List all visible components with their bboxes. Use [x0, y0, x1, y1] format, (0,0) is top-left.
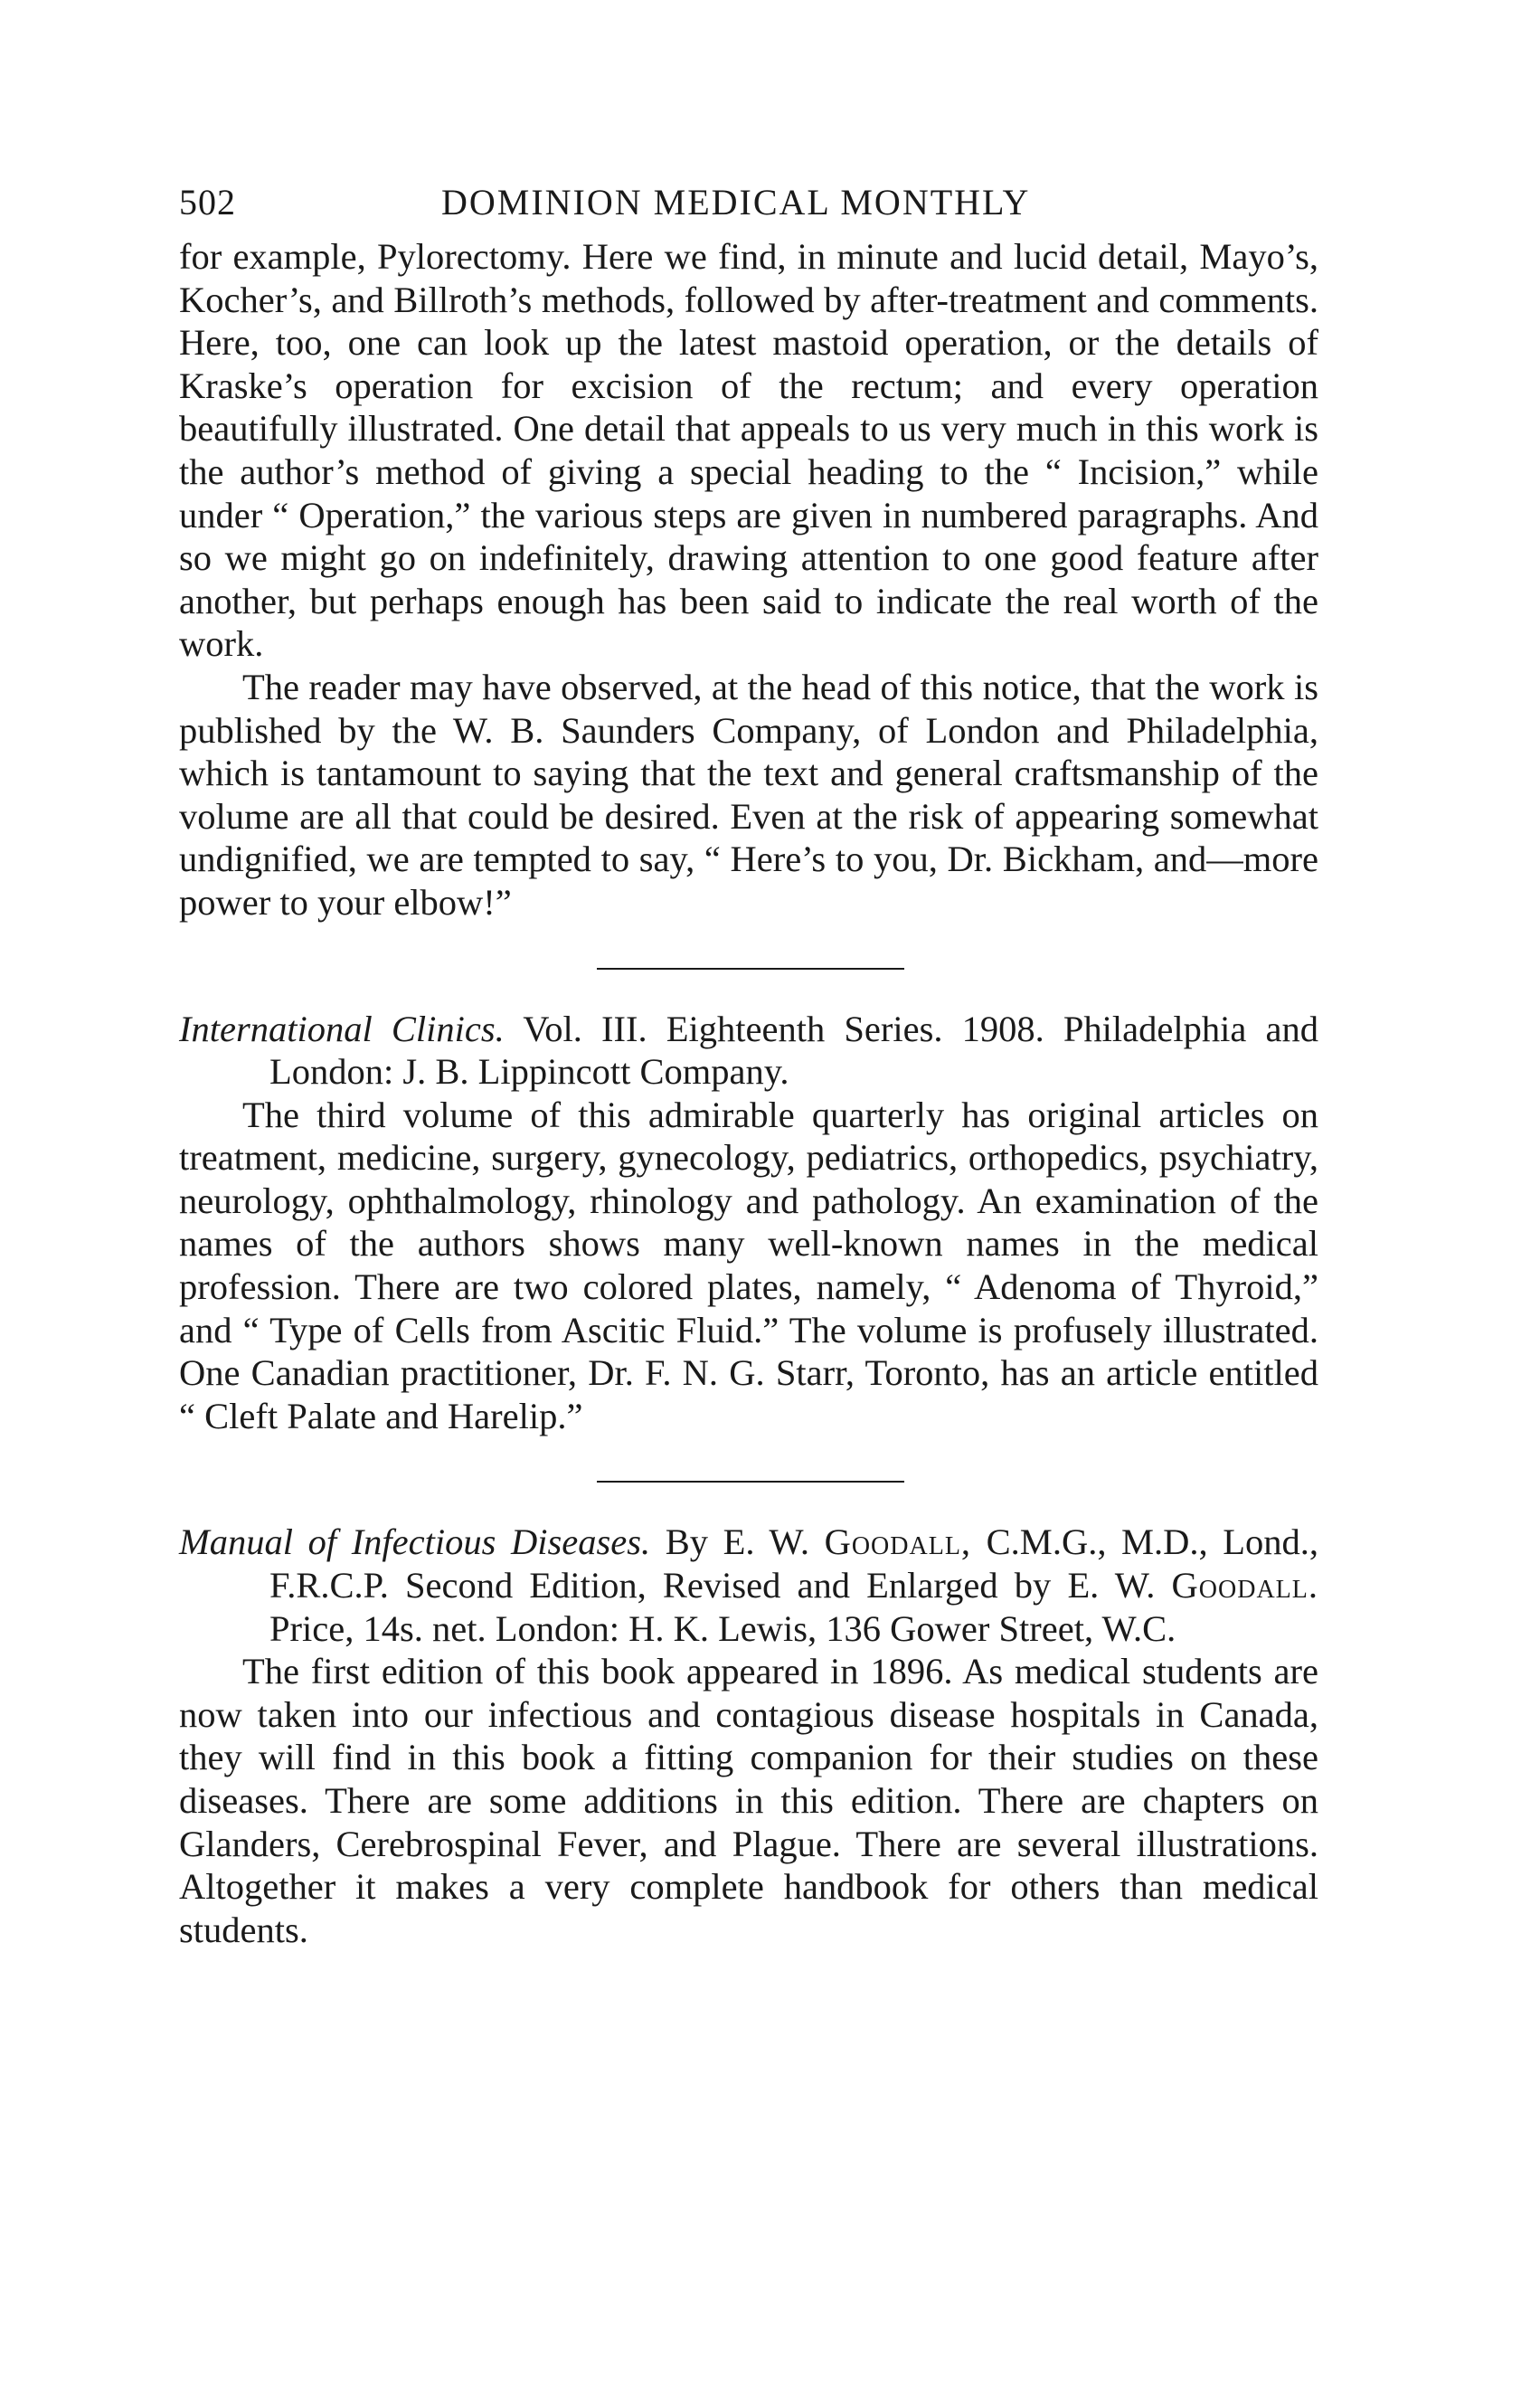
review-body: The first edition of this book appeared in 1896. As medical students are now taken into our infectious and contagious disease hospitals in Canada, they will find in this book a fitting companion for their studies on these diseases. There are some additions in this edition. There are chapters on Glanders, Cerebrospinal Fever, and Plague. There are several illustrations. Altogether it makes a very complete handbook for others than medical students. [179, 1651, 1318, 1950]
continued-paragraph-2: The reader may have observed, at the head of this notice, that the work is published by the W. B. Saunders Company, of London and Philadelphia, which is tantamount to saying that the text and general craftsmanship of the volume are all that could be desired. Even at the risk of appearing somewhat undignified, we are tempted to say, “ Here’s to you, Dr. Bickham, and—more power to your elbow!” [179, 666, 1318, 923]
author-credentials: C.M.G., M.D., Lond., F.R.C.P. Second Edition, Revised and Enlarged by E. W. [269, 1521, 1319, 1606]
journal-title: DOMINION MEDICAL MONTHLY [441, 182, 1031, 223]
review-body: The third volume of this admirable quarterly has original articles on treatment, medicine, surgery, gynecology, pediatrics, orthopedics, psychiatry, neurology, ophthalmology, rhinology and pathology. An examination of the names of the authors shows many well-known names in the medical profession. There are two colored plates, namely, “ Adenoma of Thyroid,” and “ Type of Cells from Ascitic Fluid.” The volume is profusely illustrated. One Canadian practitioner, Dr. F. N. G. Starr, Toronto, has an article entitled “ Cleft Palate and Harelip.” [179, 1094, 1318, 1436]
section-divider [597, 968, 904, 970]
page [179, 181, 1318, 1951]
page-number: 502 [179, 182, 236, 223]
review-heading [179, 1008, 1318, 1094]
publication-details: Price, 14s. net. London: H. K. Lewis, 136 Gower Street, W.C. [269, 1607, 1176, 1649]
author-name: Goodall. [1171, 1565, 1319, 1606]
book-title: International Clinics. [179, 1008, 505, 1049]
author-name: Goodall, [824, 1521, 972, 1563]
book-byline: By E. W. [665, 1521, 809, 1563]
book-details: Vol. III. Eighteenth Series. 1908. Philadelphia and London: J. B. Lippincott Company. [269, 1008, 1318, 1093]
running-head [179, 181, 1318, 235]
review-heading [179, 1521, 1318, 1650]
continued-review [179, 235, 1318, 924]
continued-paragraph-1: for example, Pylorectomy. Here we find, in minute and lucid detail, Mayo’s, Kocher’s, and Billroth’s methods, followed by after-treatment and comments. Here, too, one can look up the latest mastoid operation, or the details of Kraske’s operation for excision of the rectum; and every operation beautifully illustrated. One detail that appeals to us very much in this work is the author’s method of giving a special heading to the “ Incision,” while under “ Operation,” the various steps are given in numbered paragraphs. And so we might go on indefinitely, drawing attention to one good feature after another, but perhaps enough has been said to indicate the real worth of the work. [179, 236, 1318, 665]
section-divider [597, 1481, 904, 1483]
review-international-clinics [179, 1008, 1318, 1438]
review-manual-infectious-diseases [179, 1521, 1318, 1951]
book-title: Manual of Infectious Diseases. [179, 1521, 651, 1563]
